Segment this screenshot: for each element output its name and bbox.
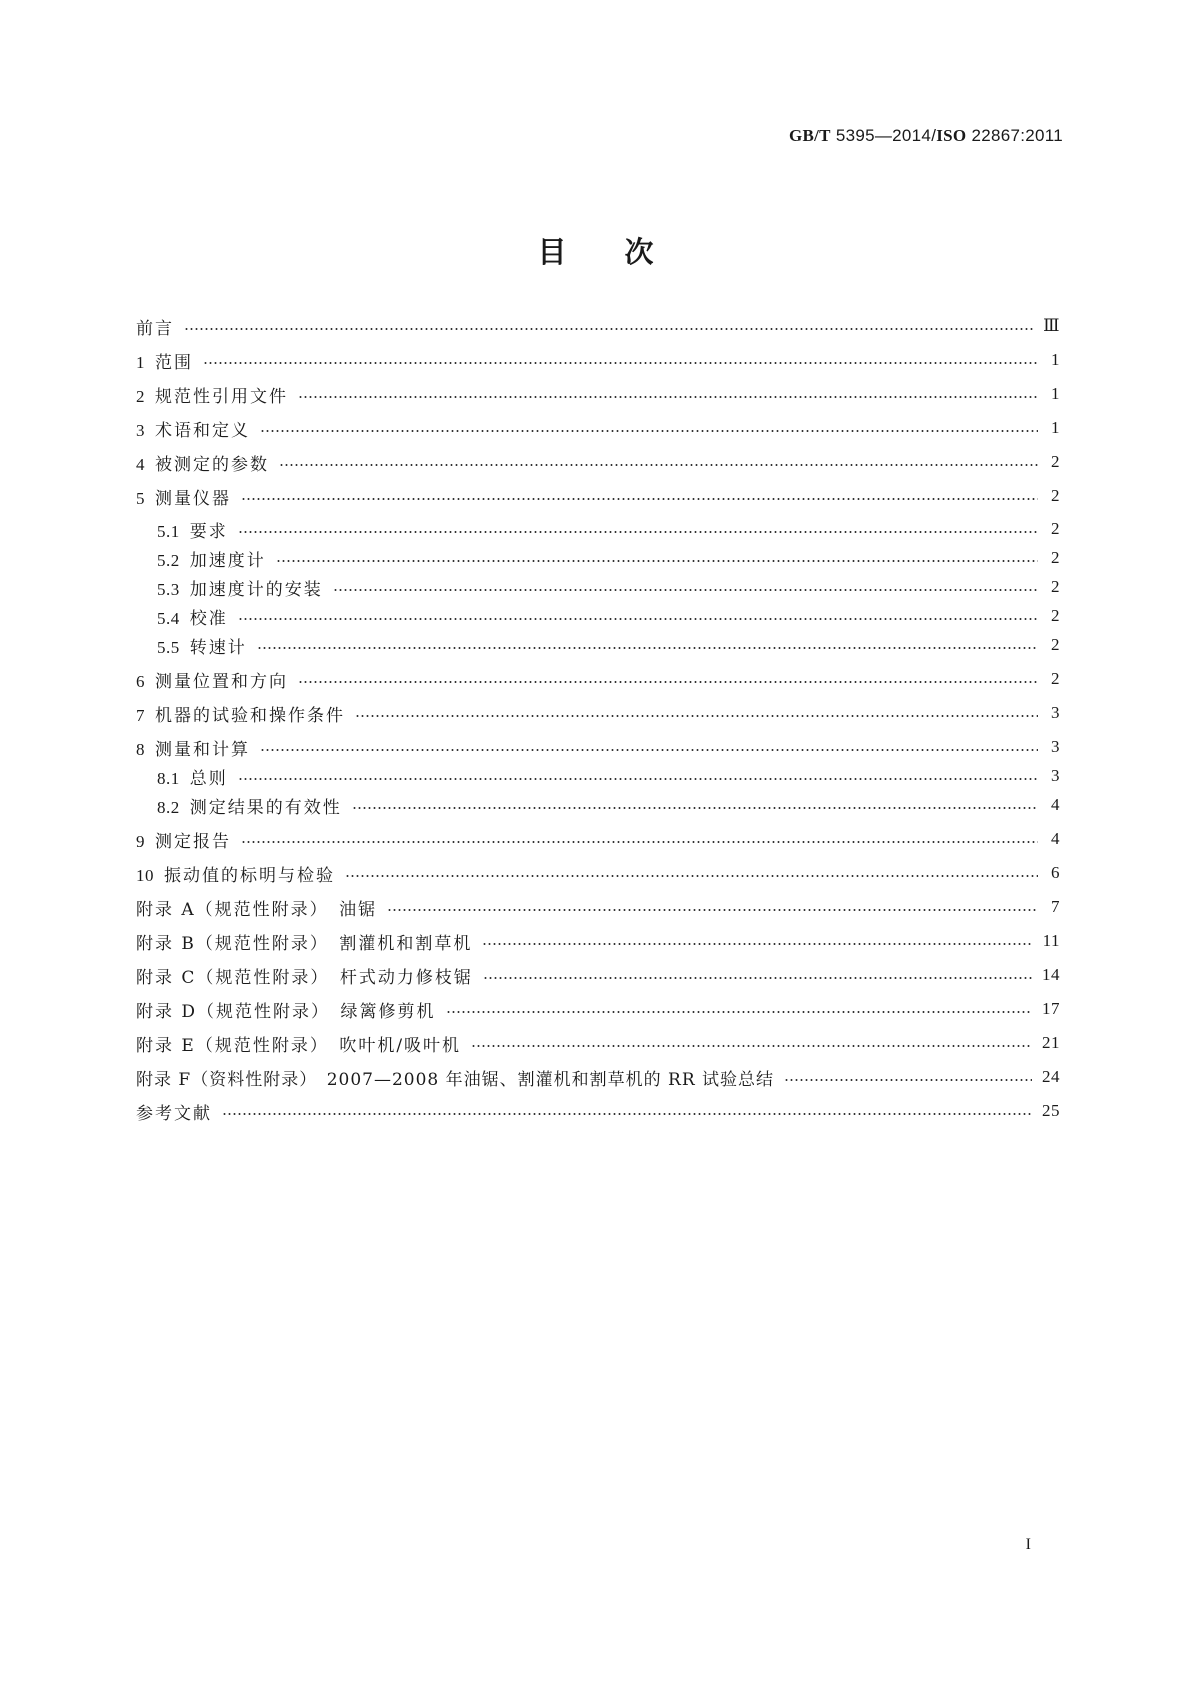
- toc-entry-6[interactable]: 6 测量位置和方向 2: [136, 669, 1060, 692]
- dot-leader: [241, 498, 1038, 500]
- toc-entry-5[interactable]: 5 测量仪器 2: [136, 486, 1060, 509]
- page-title: 目次: [537, 235, 712, 269]
- toc-entry-annex-a[interactable]: 附录 A（规范性附录） 油锯 7: [136, 897, 1060, 920]
- toc-entry-3[interactable]: 3 术语和定义 1: [136, 418, 1060, 441]
- dot-leader: [345, 875, 1038, 877]
- toc-entry-annex-e[interactable]: 附录 E（规范性附录） 吹叶机/吸叶机 21: [136, 1033, 1060, 1056]
- toc-entry-preface[interactable]: 前言 Ⅲ: [136, 316, 1060, 339]
- dot-leader: [238, 618, 1038, 620]
- dot-leader: [355, 715, 1038, 717]
- dot-leader: [483, 977, 1032, 979]
- dot-leader: [222, 1113, 1032, 1115]
- toc-entry-8-1[interactable]: 8.1 总则 3: [157, 766, 1060, 789]
- dot-leader: [241, 841, 1038, 843]
- dot-leader: [482, 943, 1032, 945]
- toc-entry-annex-b[interactable]: 附录 B（规范性附录） 割灌机和割草机 11: [136, 931, 1060, 954]
- toc-entry-4[interactable]: 4 被测定的参数 2: [136, 452, 1060, 475]
- toc-entry-annex-c[interactable]: 附录 C（规范性附录） 杆式动力修枝锯 14: [136, 965, 1060, 988]
- toc-entry-8[interactable]: 8 测量和计算 3: [136, 737, 1060, 760]
- dot-leader: [352, 807, 1038, 809]
- dot-leader: [333, 589, 1038, 591]
- dot-leader: [446, 1011, 1032, 1013]
- toc-entry-8-2[interactable]: 8.2 测定结果的有效性 4: [157, 795, 1060, 818]
- dot-leader: [387, 909, 1038, 911]
- dot-leader: [184, 328, 1033, 330]
- toc-entry-annex-d[interactable]: 附录 D（规范性附录） 绿篱修剪机 17: [136, 999, 1060, 1022]
- dot-leader: [471, 1045, 1032, 1047]
- toc-entry-5-1[interactable]: 5.1 要求 2: [157, 519, 1060, 542]
- toc-entry-annex-f[interactable]: 附录 F（资料性附录） 2007—2008 年油锯、割灌机和割草机的 RR 试验总结 24: [136, 1067, 1060, 1090]
- toc-entry-2[interactable]: 2 规范性引用文件 1: [136, 384, 1060, 407]
- dot-leader: [260, 430, 1038, 432]
- dot-leader: [784, 1079, 1032, 1081]
- dot-leader: [298, 396, 1038, 398]
- dot-leader: [257, 647, 1038, 649]
- toc-entry-1[interactable]: 1 范围 1: [136, 350, 1060, 373]
- dot-leader: [279, 464, 1038, 466]
- toc-entry-5-3[interactable]: 5.3 加速度计的安装 2: [157, 577, 1060, 600]
- page-number: I: [1025, 1536, 1031, 1553]
- toc-entry-7[interactable]: 7 机器的试验和操作条件 3: [136, 703, 1060, 726]
- toc-entry-5-4[interactable]: 5.4 校准 2: [157, 606, 1060, 629]
- toc-entry-5-2[interactable]: 5.2 加速度计 2: [157, 548, 1060, 571]
- dot-leader: [298, 681, 1038, 683]
- dot-leader: [203, 362, 1038, 364]
- dot-leader: [238, 531, 1038, 533]
- dot-leader: [238, 778, 1038, 780]
- toc-entry-bibliography[interactable]: 参考文献 25: [136, 1101, 1060, 1124]
- dot-leader: [276, 560, 1038, 562]
- toc-entry-10[interactable]: 10 振动值的标明与检验 6: [136, 863, 1060, 886]
- dot-leader: [260, 749, 1038, 751]
- toc-entry-5-5[interactable]: 5.5 转速计 2: [157, 635, 1060, 658]
- toc-entry-9[interactable]: 9 测定报告 4: [136, 829, 1060, 852]
- document-code: GB/T 5395—2014/ISO 22867:2011: [789, 126, 1063, 145]
